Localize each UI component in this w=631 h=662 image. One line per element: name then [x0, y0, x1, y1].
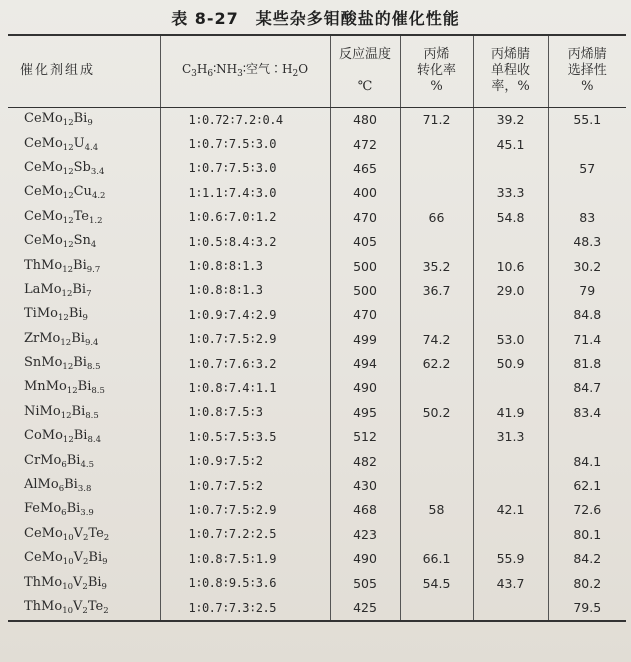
acrylonitrile-selectivity: 48.3: [548, 229, 626, 253]
acrylonitrile-selectivity: 55.1: [548, 107, 626, 132]
acrylonitrile-selectivity: 80.1: [548, 522, 626, 546]
acrylonitrile-yield: 41.9: [473, 400, 548, 424]
catalyst-composition: $CeMo_{12}Te_{1.2}$: [24, 208, 103, 226]
header-temperature: 反应温度 ℃: [330, 35, 400, 107]
feed-ratio: 1∶0.7∶7.5∶2.9: [160, 327, 330, 351]
propylene-conversion: [400, 132, 473, 156]
table-row: [8, 156, 626, 180]
reaction-temperature: 468: [330, 498, 400, 522]
propylene-conversion: [400, 181, 473, 205]
acrylonitrile-selectivity: 83: [548, 205, 626, 229]
table-row: [8, 449, 626, 473]
header-selectivity: 丙烯腈 选择性 %: [548, 35, 626, 107]
acrylonitrile-selectivity: [548, 181, 626, 205]
acrylonitrile-yield: 53.0: [473, 327, 548, 351]
table-row: [8, 181, 626, 205]
catalyst-composition: $CeMo_{12}Sn_4$: [24, 233, 97, 251]
feed-ratio: 1∶0.7∶7.5∶3.0: [160, 132, 330, 156]
reaction-temperature: 423: [330, 522, 400, 546]
catalyst-composition: $AlMo_6Bi_{3.8}$: [24, 477, 92, 495]
catalyst-composition: $CeMo_{10}V_2Te_2$: [24, 525, 110, 543]
header-conversion: 丙烯 转化率 %: [400, 35, 473, 107]
propylene-conversion: [400, 229, 473, 253]
acrylonitrile-selectivity: 71.4: [548, 327, 626, 351]
acrylonitrile-selectivity: [548, 425, 626, 449]
table-row: [8, 205, 626, 229]
table-row: [8, 376, 626, 400]
reaction-temperature: 505: [330, 571, 400, 595]
feed-ratio: 1∶0.8∶8∶1.3: [160, 278, 330, 302]
reaction-temperature: 472: [330, 132, 400, 156]
acrylonitrile-selectivity: 84.2: [548, 547, 626, 571]
catalyst-composition: $LaMo_{12}Bi_7$: [24, 281, 92, 299]
feed-ratio: 1∶0.8∶7.5∶3: [160, 400, 330, 424]
reaction-temperature: 490: [330, 547, 400, 571]
propylene-conversion: 74.2: [400, 327, 473, 351]
catalyst-composition: $CeMo_{12}Bi_9$: [24, 111, 93, 129]
feed-ratio: 1∶0.7∶7.3∶2.5: [160, 595, 330, 620]
feed-ratio: 1∶0.8∶7.5∶1.9: [160, 547, 330, 571]
propylene-conversion: [400, 595, 473, 620]
reaction-temperature: 499: [330, 327, 400, 351]
feed-ratio: 1∶0.7∶7.5∶3.0: [160, 156, 330, 180]
catalyst-composition: $CeMo_{10}V_2Bi_9$: [24, 550, 108, 568]
acrylonitrile-selectivity: 57: [548, 156, 626, 180]
feed-ratio: 1∶0.7∶7.6∶3.2: [160, 351, 330, 375]
acrylonitrile-yield: 29.0: [473, 278, 548, 302]
acrylonitrile-yield: [473, 376, 548, 400]
acrylonitrile-selectivity: 83.4: [548, 400, 626, 424]
table-row: [8, 498, 626, 522]
propylene-conversion: 62.2: [400, 351, 473, 375]
header-composition: 催化剂组成: [8, 35, 160, 107]
reaction-temperature: 494: [330, 351, 400, 375]
reaction-temperature: 490: [330, 376, 400, 400]
table-row: [8, 229, 626, 253]
reaction-temperature: 470: [330, 303, 400, 327]
catalyst-composition: $CrMo_6Bi_{4.5}$: [24, 452, 94, 470]
acrylonitrile-yield: 31.3: [473, 425, 548, 449]
header-row: [8, 35, 626, 107]
feed-ratio: 1∶0.5∶7.5∶3.5: [160, 425, 330, 449]
propylene-conversion: [400, 425, 473, 449]
table-row: [8, 132, 626, 156]
acrylonitrile-selectivity: 80.2: [548, 571, 626, 595]
reaction-temperature: 465: [330, 156, 400, 180]
table-row: [8, 400, 626, 424]
table-title: 表 8-27 某些杂多钼酸盐的催化性能: [171, 9, 460, 28]
catalyst-composition: $CeMo_{12}U_{4.4}$: [24, 135, 99, 153]
catalyst-composition: $MnMo_{12}Bi_{8.5}$: [24, 379, 105, 397]
catalyst-composition: $ThMo_{10}V_2Bi_9$: [24, 574, 107, 592]
catalyst-composition: $CeMo_{12}Cu_{4.2}$: [24, 184, 106, 202]
propylene-conversion: 50.2: [400, 400, 473, 424]
catalyst-composition: $NiMo_{12}Bi_{8.5}$: [24, 403, 99, 421]
acrylonitrile-selectivity: 62.1: [548, 473, 626, 497]
propylene-conversion: [400, 156, 473, 180]
acrylonitrile-yield: 54.8: [473, 205, 548, 229]
feed-ratio: 1∶0.8∶7.4∶1.1: [160, 376, 330, 400]
propylene-conversion: 35.2: [400, 254, 473, 278]
acrylonitrile-yield: [473, 522, 548, 546]
table-row: [8, 595, 626, 620]
propylene-conversion: 58: [400, 498, 473, 522]
feed-ratio: 1∶0.8∶8∶1.3: [160, 254, 330, 278]
table-row: [8, 278, 626, 302]
feed-ratio: 1∶0.7∶7.2∶2.5: [160, 522, 330, 546]
acrylonitrile-yield: 50.9: [473, 351, 548, 375]
reaction-temperature: 400: [330, 181, 400, 205]
catalyst-composition: $ThMo_{12}Bi_{9.7}$: [24, 257, 101, 275]
propylene-conversion: [400, 449, 473, 473]
acrylonitrile-selectivity: 72.6: [548, 498, 626, 522]
feed-ratio: 1∶0.9∶7.5∶2: [160, 449, 330, 473]
reaction-temperature: 512: [330, 425, 400, 449]
acrylonitrile-yield: [473, 156, 548, 180]
acrylonitrile-yield: [473, 449, 548, 473]
acrylonitrile-yield: 55.9: [473, 547, 548, 571]
catalyst-composition: $FeMo_6Bi_{3.9}$: [24, 501, 94, 519]
propylene-conversion: 66: [400, 205, 473, 229]
table-body: [8, 107, 626, 621]
reaction-temperature: 482: [330, 449, 400, 473]
acrylonitrile-selectivity: 30.2: [548, 254, 626, 278]
feed-ratio: 1∶0.72∶7.2∶0.4: [160, 107, 330, 132]
feed-ratio: 1∶0.8∶9.5∶3.6: [160, 571, 330, 595]
reaction-temperature: 425: [330, 595, 400, 620]
acrylonitrile-yield: [473, 229, 548, 253]
table-row: [8, 547, 626, 571]
feed-ratio: 1∶1.1∶7.4∶3.0: [160, 181, 330, 205]
acrylonitrile-yield: [473, 595, 548, 620]
acrylonitrile-selectivity: 81.8: [548, 351, 626, 375]
feed-ratio: 1∶0.9∶7.4∶2.9: [160, 303, 330, 327]
acrylonitrile-selectivity: 84.1: [548, 449, 626, 473]
catalyst-composition: $TiMo_{12}Bi_9$: [24, 306, 88, 324]
acrylonitrile-selectivity: 84.8: [548, 303, 626, 327]
propylene-conversion: [400, 303, 473, 327]
table-row: [8, 351, 626, 375]
acrylonitrile-yield: 33.3: [473, 181, 548, 205]
reaction-temperature: 470: [330, 205, 400, 229]
feed-ratio: 1∶0.7∶7.5∶2.9: [160, 498, 330, 522]
catalyst-composition: $SnMo_{12}Bi_{8.5}$: [24, 355, 101, 373]
acrylonitrile-selectivity: 84.7: [548, 376, 626, 400]
reaction-temperature: 500: [330, 254, 400, 278]
feed-ratio: 1∶0.5∶8.4∶3.2: [160, 229, 330, 253]
acrylonitrile-yield: 10.6: [473, 254, 548, 278]
acrylonitrile-selectivity: 79.5: [548, 595, 626, 620]
table-row: [8, 303, 626, 327]
catalyst-composition: $ThMo_{10}V_2Te_2$: [8, 595, 160, 620]
catalyst-composition: $ZrMo_{12}Bi_{9.4}$: [24, 330, 99, 348]
propylene-conversion: [400, 376, 473, 400]
table-row: [8, 522, 626, 546]
acrylonitrile-selectivity: [548, 132, 626, 156]
acrylonitrile-yield: 43.7: [473, 571, 548, 595]
reaction-temperature: 480: [330, 107, 400, 132]
acrylonitrile-yield: [473, 473, 548, 497]
feed-ratio: 1∶0.6∶7.0∶1.2: [160, 205, 330, 229]
acrylonitrile-yield: 39.2: [473, 107, 548, 132]
catalyst-composition: $CeMo_{12}Sb_{3.4}$: [24, 159, 105, 177]
reaction-temperature: 495: [330, 400, 400, 424]
propylene-conversion: 54.5: [400, 571, 473, 595]
acrylonitrile-yield: 45.1: [473, 132, 548, 156]
acrylonitrile-yield: 42.1: [473, 498, 548, 522]
acrylonitrile-selectivity: 79: [548, 278, 626, 302]
reaction-temperature: 405: [330, 229, 400, 253]
acrylonitrile-yield: [473, 303, 548, 327]
propylene-conversion: 36.7: [400, 278, 473, 302]
table-row: [8, 327, 626, 351]
reaction-temperature: 430: [330, 473, 400, 497]
table-row: [8, 107, 626, 132]
reaction-temperature: 500: [330, 278, 400, 302]
table-row: [8, 473, 626, 497]
propylene-conversion: 71.2: [400, 107, 473, 132]
table-row: [8, 254, 626, 278]
catalyst-composition: $CoMo_{12}Bi_{8.4}$: [24, 428, 101, 446]
header-yield: 丙烯腈 单程收 率，%: [473, 35, 548, 107]
header-feed-ratio: $C_3H_6∶NH_3∶$空气$∶H_2O$: [160, 35, 330, 107]
catalyst-table: [8, 34, 626, 622]
propylene-conversion: [400, 522, 473, 546]
table-row: [8, 425, 626, 449]
propylene-conversion: [400, 473, 473, 497]
feed-ratio: 1∶0.7∶7.5∶2: [160, 473, 330, 497]
propylene-conversion: 66.1: [400, 547, 473, 571]
table-row: [8, 571, 626, 595]
